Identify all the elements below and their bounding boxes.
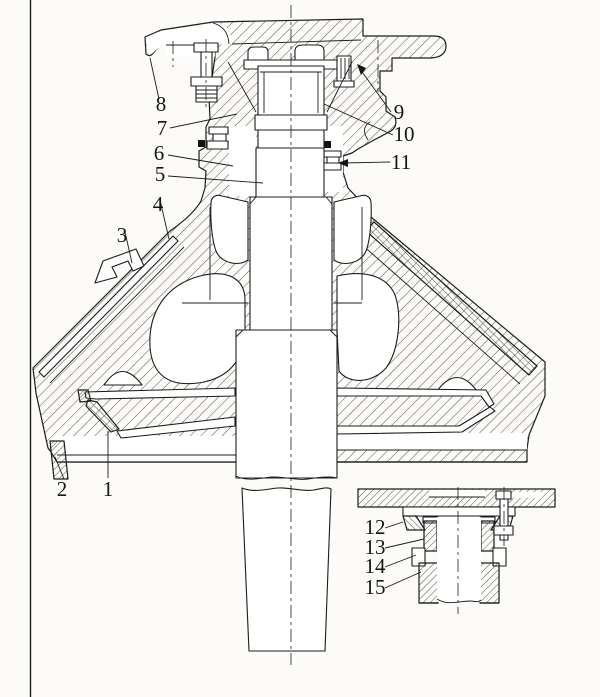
locating-pin-right [334, 56, 354, 87]
callout-label-10: 10 [393, 122, 415, 146]
detail-wedge-left [403, 516, 425, 530]
callout-label-3: 3 [116, 223, 128, 247]
callout-label-5: 5 [154, 162, 166, 186]
callout-label-14: 14 [364, 554, 386, 578]
callout-label-8: 8 [155, 92, 167, 116]
callout-label-11: 11 [390, 150, 412, 174]
callout-label-12: 12 [364, 515, 386, 539]
callout-label-7: 7 [156, 116, 168, 140]
callout-label-4: 4 [152, 192, 164, 216]
callout-label-1: 1 [102, 477, 114, 501]
callout-label-13: 13 [364, 535, 386, 559]
detail-bushing [412, 517, 506, 603]
callout-label-2: 2 [56, 477, 68, 501]
callout-4 [153, 192, 169, 239]
leader-line-15 [385, 572, 421, 588]
leader-line-12 [385, 522, 403, 528]
neck-gap-left [229, 126, 256, 196]
callout-label-15: 15 [364, 575, 386, 599]
detail-section-view [358, 487, 555, 614]
oring-right [324, 141, 331, 148]
callout-label-9: 9 [393, 100, 405, 124]
oring-left [198, 140, 205, 147]
callout-label-6: 6 [153, 141, 165, 165]
leader-line-13 [385, 539, 424, 548]
callout-8 [150, 58, 166, 116]
detail-collar [403, 507, 515, 516]
leader-line-11 [342, 162, 390, 163]
callout-15 [365, 572, 422, 599]
shaft-taper [242, 488, 331, 651]
leader-line-14 [385, 555, 416, 567]
